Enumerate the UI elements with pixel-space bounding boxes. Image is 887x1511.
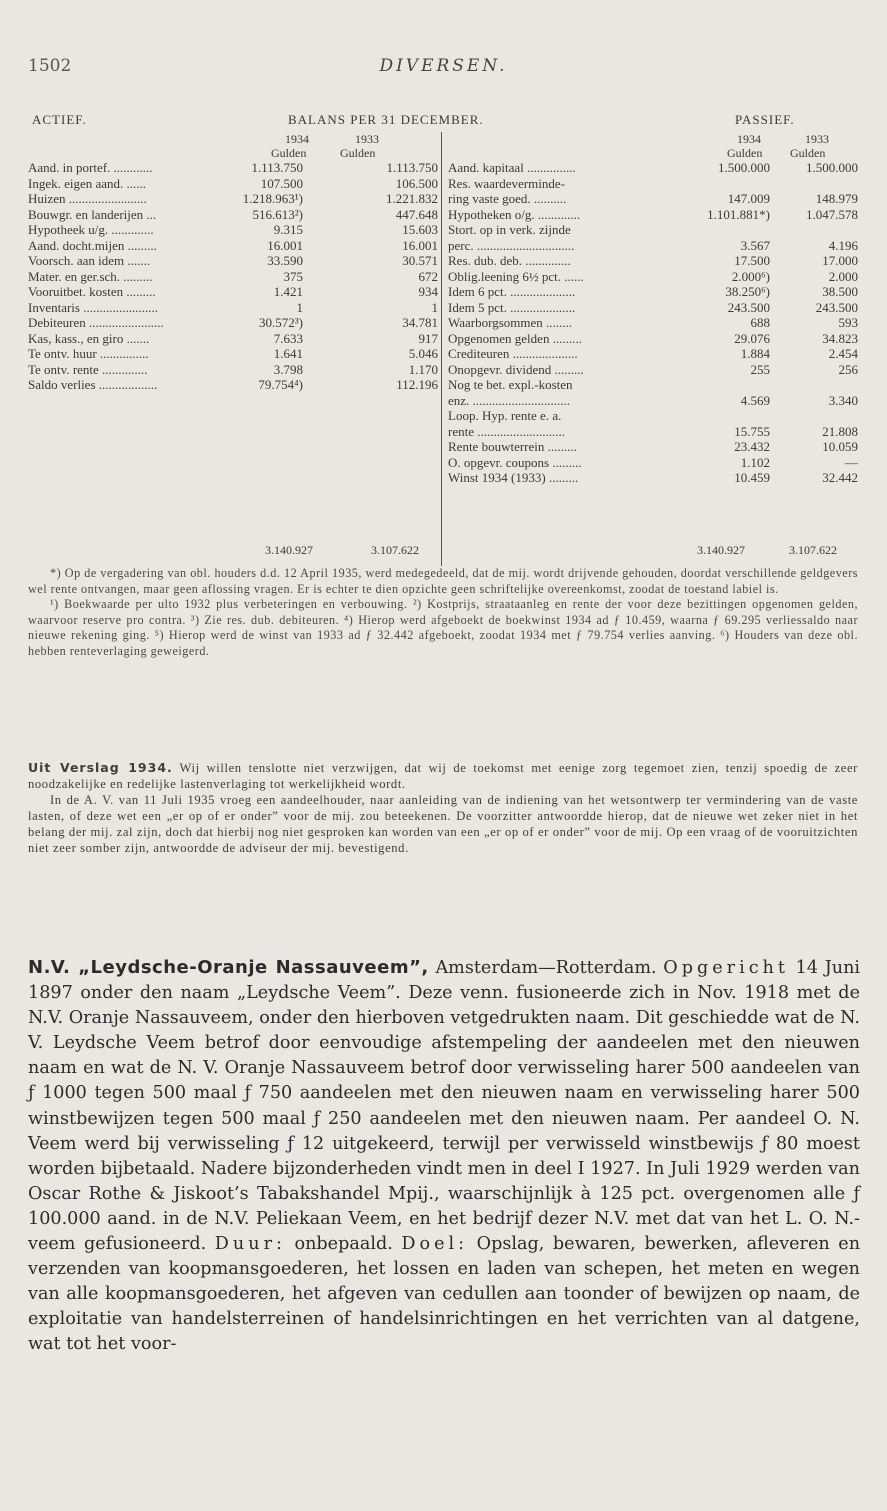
actief-label: Te ontv. rente .............. <box>28 361 148 377</box>
actief-year-1934: 1934 <box>285 132 309 146</box>
passief-row <box>448 284 858 300</box>
passief-value-1934: 1.101.881*) <box>707 206 770 222</box>
passief-value-1933: 593 <box>838 315 858 330</box>
passief-label: Nog te bet. expl.-kosten <box>448 377 573 392</box>
actief-value-1934: 9.315 <box>273 222 303 237</box>
passief-value-1933: — <box>845 454 858 470</box>
passief-total-1933: 3.107.622 <box>789 543 837 557</box>
actief-value-1934: 7.633 <box>273 330 303 346</box>
company-name: N.V. „Leydsche-Oranje Nassauveem”, <box>28 957 429 978</box>
running-title: DIVERSEN. <box>379 56 508 76</box>
balance-columns <box>0 160 887 600</box>
actief-value-1934: 33.590 <box>267 253 303 268</box>
passief-label: rente ........................... <box>448 423 565 439</box>
passief-value-1933: 2.000 <box>828 268 858 284</box>
passief-value-1933: 256 <box>838 361 858 377</box>
passief-value-1934: 147.009 <box>727 191 770 206</box>
actief-label: Te ontv. huur ............... <box>28 346 149 361</box>
passief-row <box>448 393 858 409</box>
passief-label: Stort. op in verk. zijnde <box>448 222 571 237</box>
balance-headings <box>0 112 887 132</box>
passief-year-1934: 1934 <box>737 132 761 146</box>
passief-value-1934: 1.500.000 <box>718 160 770 175</box>
actief-row <box>28 346 438 362</box>
duur-value: onbepaald. <box>294 1234 393 1255</box>
passief-row <box>448 346 858 362</box>
balance-totals <box>0 543 887 559</box>
actief-value-1934: 1.421 <box>273 284 303 299</box>
passief-label: Res. dub. deb. .............. <box>448 253 571 268</box>
actief-value-1933: 34.781 <box>402 315 438 330</box>
actief-label: Saldo verlies .................. <box>28 377 158 392</box>
passief-row <box>448 160 858 176</box>
actief-row <box>28 191 438 207</box>
actief-value-1934: 1.218.963¹) <box>242 191 303 206</box>
passief-value-1934: 10.459 <box>734 470 770 485</box>
passief-value-1933: 4.196 <box>828 237 858 253</box>
footnotes-numbered: ¹) Boekwaarde per ulto 1932 plus verbeteringen en verbouwing. ²) Kostprijs, straataanleg en rente der voor deze bezittingen opgenomen gelden, waarvoor reserve pro contra. ³) Zie res. dub. debiteuren. ⁴) Hierop werd afgeboekt de boekwinst 1934 ad ƒ 10.459, waarna ƒ 69.295 verliessaldo naar nieuwe rekening ging. ⁵) Hierop werd de winst van 1933 ad ƒ 32.442 afgeboekt, zoodat 1934 met ƒ 79.754 verlies aanving. ⁶) Houders van deze obl. hebben renteverlaging geweigerd. <box>28 597 858 658</box>
actief-total-1933: 3.107.622 <box>371 543 419 557</box>
actief-value-1933: 16.001 <box>402 237 438 253</box>
passief-value-1933: 34.823 <box>822 330 858 346</box>
verslag-paragraph-1 <box>28 760 858 792</box>
passief-value-1933: 1.047.578 <box>806 206 858 222</box>
actief-value-1934: 107.500 <box>260 175 303 191</box>
passief-label: enz. .............................. <box>448 392 571 408</box>
company-history: 14 Juni 1897 onder den naam „Leydsche Veem”. Deze venn. fusioneerde zich in Nov. 1918 met de N.V. Oranje Nassauveem, onder den hierboven vetgedrukten naam. Dit geschiedde wat de N. V. Leydsche Veem betrof door eenvoudige afstempeling der aandeelen met den nieuwen naam en wat de N. V. Oranje Nassauveem betrof door verwisseling harer 500 aandeelen van ƒ 1000 tegen 500 maal ƒ 750 aandeelen met den nieuwen naam en verwisseling harer 500 winstbewijzen tegen 500 maal ƒ 250 aandeelen met den nieuwen naam. Per aandeel O. N. Veem werd bij verwisseling ƒ 12 uitgekeerd, terwijl per verwisseld winstbewijs ƒ 80 moest worden bijbetaald. Nadere bijzonderheden vindt men in deel I 1927. In Juli 1929 werden van Oscar Rothe & Jiskoot’s Tabakshandel Mpij., waarschijnlijk à 125 pct. overgenomen alle ƒ 100.000 aand. in de N.V. Peliekaan Veem, en het bedrijf dezer N.V. met dat van het L. O. N.-veem gefusioneerd. <box>28 958 861 1255</box>
passief-label: Loop. Hyp. rente e. a. <box>448 408 562 423</box>
annual-report-excerpt <box>28 760 858 856</box>
balance-divider <box>441 132 442 566</box>
page-number: 1502 <box>28 56 72 76</box>
actief-value-1934: 1 <box>296 299 303 315</box>
company-entry <box>28 955 860 1358</box>
actief-total-1934: 3.140.927 <box>265 543 313 557</box>
actief-row <box>28 207 438 223</box>
actief-row <box>28 315 438 331</box>
passief-row <box>448 377 858 393</box>
passief-value-1933: 243.500 <box>815 299 858 315</box>
passief-label: Waarborgsommen ........ <box>448 315 572 330</box>
passief-column <box>448 160 858 486</box>
passief-label: Oblig.leening 6½ pct. ...... <box>448 268 584 284</box>
actief-row <box>28 176 438 192</box>
passief-value-1934: 255 <box>750 361 770 377</box>
passief-year-1933: 1933 <box>805 132 829 146</box>
actief-unit-1933: Gulden <box>340 146 376 160</box>
actief-value-1933: 917 <box>418 330 438 346</box>
actief-value-1933: 5.046 <box>408 346 438 361</box>
passief-row <box>448 300 858 316</box>
passief-label: Winst 1934 (1933) ......... <box>448 470 579 485</box>
actief-label: Huizen ........................ <box>28 191 147 206</box>
passief-label: Opgenomen gelden ......... <box>448 330 582 346</box>
actief-value-1934: 1.641 <box>273 346 303 361</box>
actief-row <box>28 160 438 176</box>
opgericht-label: Opgericht <box>663 958 789 978</box>
passief-value-1933: 17.000 <box>822 253 858 268</box>
verslag-text-1: Wij willen tenslotte niet verzwijgen, dat wij de toekomst met eenige zorg tegemoet zien, tenzij spoedig de zeer noodzakelijke en redelijke lastenverlaging tot werkelijkheid wordt. <box>28 761 858 791</box>
passief-row <box>448 315 858 331</box>
actief-row <box>28 377 438 393</box>
passief-label: Idem 6 pct. .................... <box>448 284 576 299</box>
actief-value-1933: 112.196 <box>396 377 438 392</box>
passief-label: ring vaste goed. .......... <box>448 191 567 206</box>
unit-headings <box>0 146 887 160</box>
passief-value-1933: 1.500.000 <box>806 160 858 175</box>
passief-value-1933: 32.442 <box>822 470 858 485</box>
actief-row <box>28 284 438 300</box>
verslag-title: Uit Verslag 1934. <box>28 760 173 775</box>
doel-label: Doel: <box>401 1234 469 1255</box>
actief-value-1934: 1.113.750 <box>251 160 303 175</box>
actief-row <box>28 269 438 285</box>
actief-label: Aand. in portef. ............ <box>28 160 153 175</box>
actief-label: Vooruitbet. kosten ......... <box>28 284 156 299</box>
passief-row <box>448 408 858 424</box>
passief-value-1933: 10.059 <box>822 439 858 454</box>
passief-row <box>448 238 858 254</box>
passief-row <box>448 439 858 455</box>
actief-row <box>28 238 438 254</box>
doel-text: Opslag, bewaren, bewerken, afleveren en verzenden van koopmansgoederen, het lossen en laden van schepen, het meten en wegen van alle koopmansgoederen, het afgeven van cedullen aan toonder of bewijzen op naam, de exploitatie van handelsterreinen of handelsinrichtingen en het verrichten van al datgene, wat tot het voor- <box>28 1234 861 1355</box>
actief-value-1933: 15.603 <box>402 222 438 237</box>
actief-value-1933: 1 <box>431 299 438 315</box>
actief-value-1933: 1.170 <box>408 361 438 377</box>
passief-value-1934: 1.102 <box>740 454 770 470</box>
actief-row <box>28 331 438 347</box>
passief-row <box>448 176 858 192</box>
actief-value-1933: 30.571 <box>402 253 438 268</box>
passief-value-1934: 243.500 <box>727 299 770 315</box>
actief-row <box>28 300 438 316</box>
passief-row <box>448 191 858 207</box>
year-headings <box>0 132 887 146</box>
actief-label: Debiteuren ....................... <box>28 315 164 330</box>
passief-row <box>448 455 858 471</box>
actief-value-1933: 1.113.750 <box>386 160 438 175</box>
actief-value-1933: 934 <box>418 284 438 299</box>
actief-label: Inventaris ....................... <box>28 299 158 315</box>
passief-value-1934: 29.076 <box>734 330 770 346</box>
footnote-star: *) Op de vergadering van obl. houders d.d. 12 April 1935, werd medegedeeld, dat de mij. wordt drijvende gehouden, doordat verschillende geldgevers wel rente ontvangen, maar geen aflossing vragen. Er is echter te dien opzichte geen schriftelijke overeenkomst, zoodat de toestand labiel is. <box>28 566 858 596</box>
passief-value-1933: 38.500 <box>822 284 858 299</box>
passief-row <box>448 424 858 440</box>
actief-label: Ingek. eigen aand. ...... <box>28 175 147 191</box>
actief-value-1933: 106.500 <box>395 175 438 191</box>
actief-value-1934: 3.798 <box>273 361 303 377</box>
balance-title: BALANS PER 31 DECEMBER. <box>288 112 484 127</box>
passief-value-1933: 148.979 <box>815 191 858 206</box>
company-paragraph <box>28 955 860 1358</box>
passief-row <box>448 222 858 238</box>
actief-label: Voorsch. aan idem ....... <box>28 253 151 268</box>
actief-value-1933: 447.648 <box>395 206 438 222</box>
passief-value-1934: 23.432 <box>734 439 770 454</box>
actief-unit-1934: Gulden <box>271 146 307 160</box>
passief-value-1933: 2.454 <box>828 346 858 361</box>
passief-label: Onopgevr. dividend ......... <box>448 361 584 377</box>
verslag-paragraph-2: In de A. V. van 11 Juli 1935 vroeg een aandeelhouder, naar aanleiding van de indiening van het wetsontwerp ter vermindering van de vaste lasten, of deze wet een „er op of er onder” voor de mij. zou beteekenen. De voorzitter antwoordde hierop, dat de nieuwe wet zeker niet in het belang der mij. zal zijn, doch dat hierbij nog niet gesproken kan worden van een „er op of er onder” voor de mij. Op een vraag of de vooruitzichten niet zeer somber zijn, antwoordde de adviseur der mij. bevestigend. <box>28 793 858 855</box>
passief-total-1934: 3.140.927 <box>697 543 745 557</box>
actief-row <box>28 253 438 269</box>
actief-row <box>28 362 438 378</box>
actief-value-1934: 16.001 <box>267 237 303 253</box>
actief-year-1933: 1933 <box>355 132 379 146</box>
passief-value-1934: 4.569 <box>740 392 770 408</box>
passief-value-1933: 21.808 <box>822 423 858 439</box>
passief-row <box>448 269 858 285</box>
passief-row <box>448 253 858 269</box>
passief-value-1934: 1.884 <box>740 346 770 361</box>
actief-value-1934: 375 <box>283 268 303 284</box>
passief-unit-1934: Gulden <box>727 146 763 160</box>
passief-label: perc. .............................. <box>448 237 575 253</box>
actief-value-1933: 672 <box>418 268 438 284</box>
passief-label: Rente bouwterrein ......... <box>448 439 577 454</box>
passief-unit-1933: Gulden <box>790 146 826 160</box>
passief-label: O. opgevr. coupons ......... <box>448 454 582 470</box>
passief-value-1934: 688 <box>750 315 770 330</box>
passief-row <box>448 470 858 486</box>
actief-value-1934: 30.572³) <box>259 315 303 330</box>
passief-label: Res. waardeverminde- <box>448 175 565 191</box>
passief-row <box>448 362 858 378</box>
passief-value-1934: 17.500 <box>734 253 770 268</box>
passief-value-1934: 38.250⁶) <box>725 284 770 299</box>
passief-heading: PASSIEF. <box>735 112 795 127</box>
passief-label: Aand. kapitaal ............... <box>448 160 576 175</box>
duur-label: Duur: <box>214 1234 286 1255</box>
actief-value-1934: 79.754⁴) <box>258 377 303 392</box>
actief-label: Aand. docht.mijen ......... <box>28 237 157 253</box>
passief-value-1934: 3.567 <box>740 237 770 253</box>
passief-value-1934: 2.000⁶) <box>731 268 770 284</box>
actief-label: Kas, kass., en giro ....... <box>28 330 150 346</box>
actief-label: Mater. en ger.sch. ......... <box>28 268 153 284</box>
actief-label: Hypotheek u/g. ............. <box>28 222 154 237</box>
actief-value-1933: 1.221.832 <box>386 191 438 206</box>
passief-label: Hypotheken o/g. ............. <box>448 206 581 222</box>
passief-label: Idem 5 pct. .................... <box>448 299 576 315</box>
actief-label: Bouwgr. en landerijen ... <box>28 206 157 222</box>
passief-label: Crediteuren .................... <box>448 346 578 361</box>
passief-row <box>448 331 858 347</box>
passief-value-1934: 15.755 <box>734 423 770 439</box>
actief-heading: ACTIEF. <box>32 112 87 127</box>
actief-value-1934: 516.613²) <box>252 206 303 222</box>
footnotes <box>28 566 858 660</box>
actief-row <box>28 222 438 238</box>
balance-sheet <box>0 112 887 600</box>
passief-row <box>448 207 858 223</box>
actief-column <box>28 160 438 393</box>
passief-value-1933: 3.340 <box>828 392 858 408</box>
company-location: Amsterdam—Rotterdam. <box>435 958 657 978</box>
page-header <box>0 56 887 80</box>
